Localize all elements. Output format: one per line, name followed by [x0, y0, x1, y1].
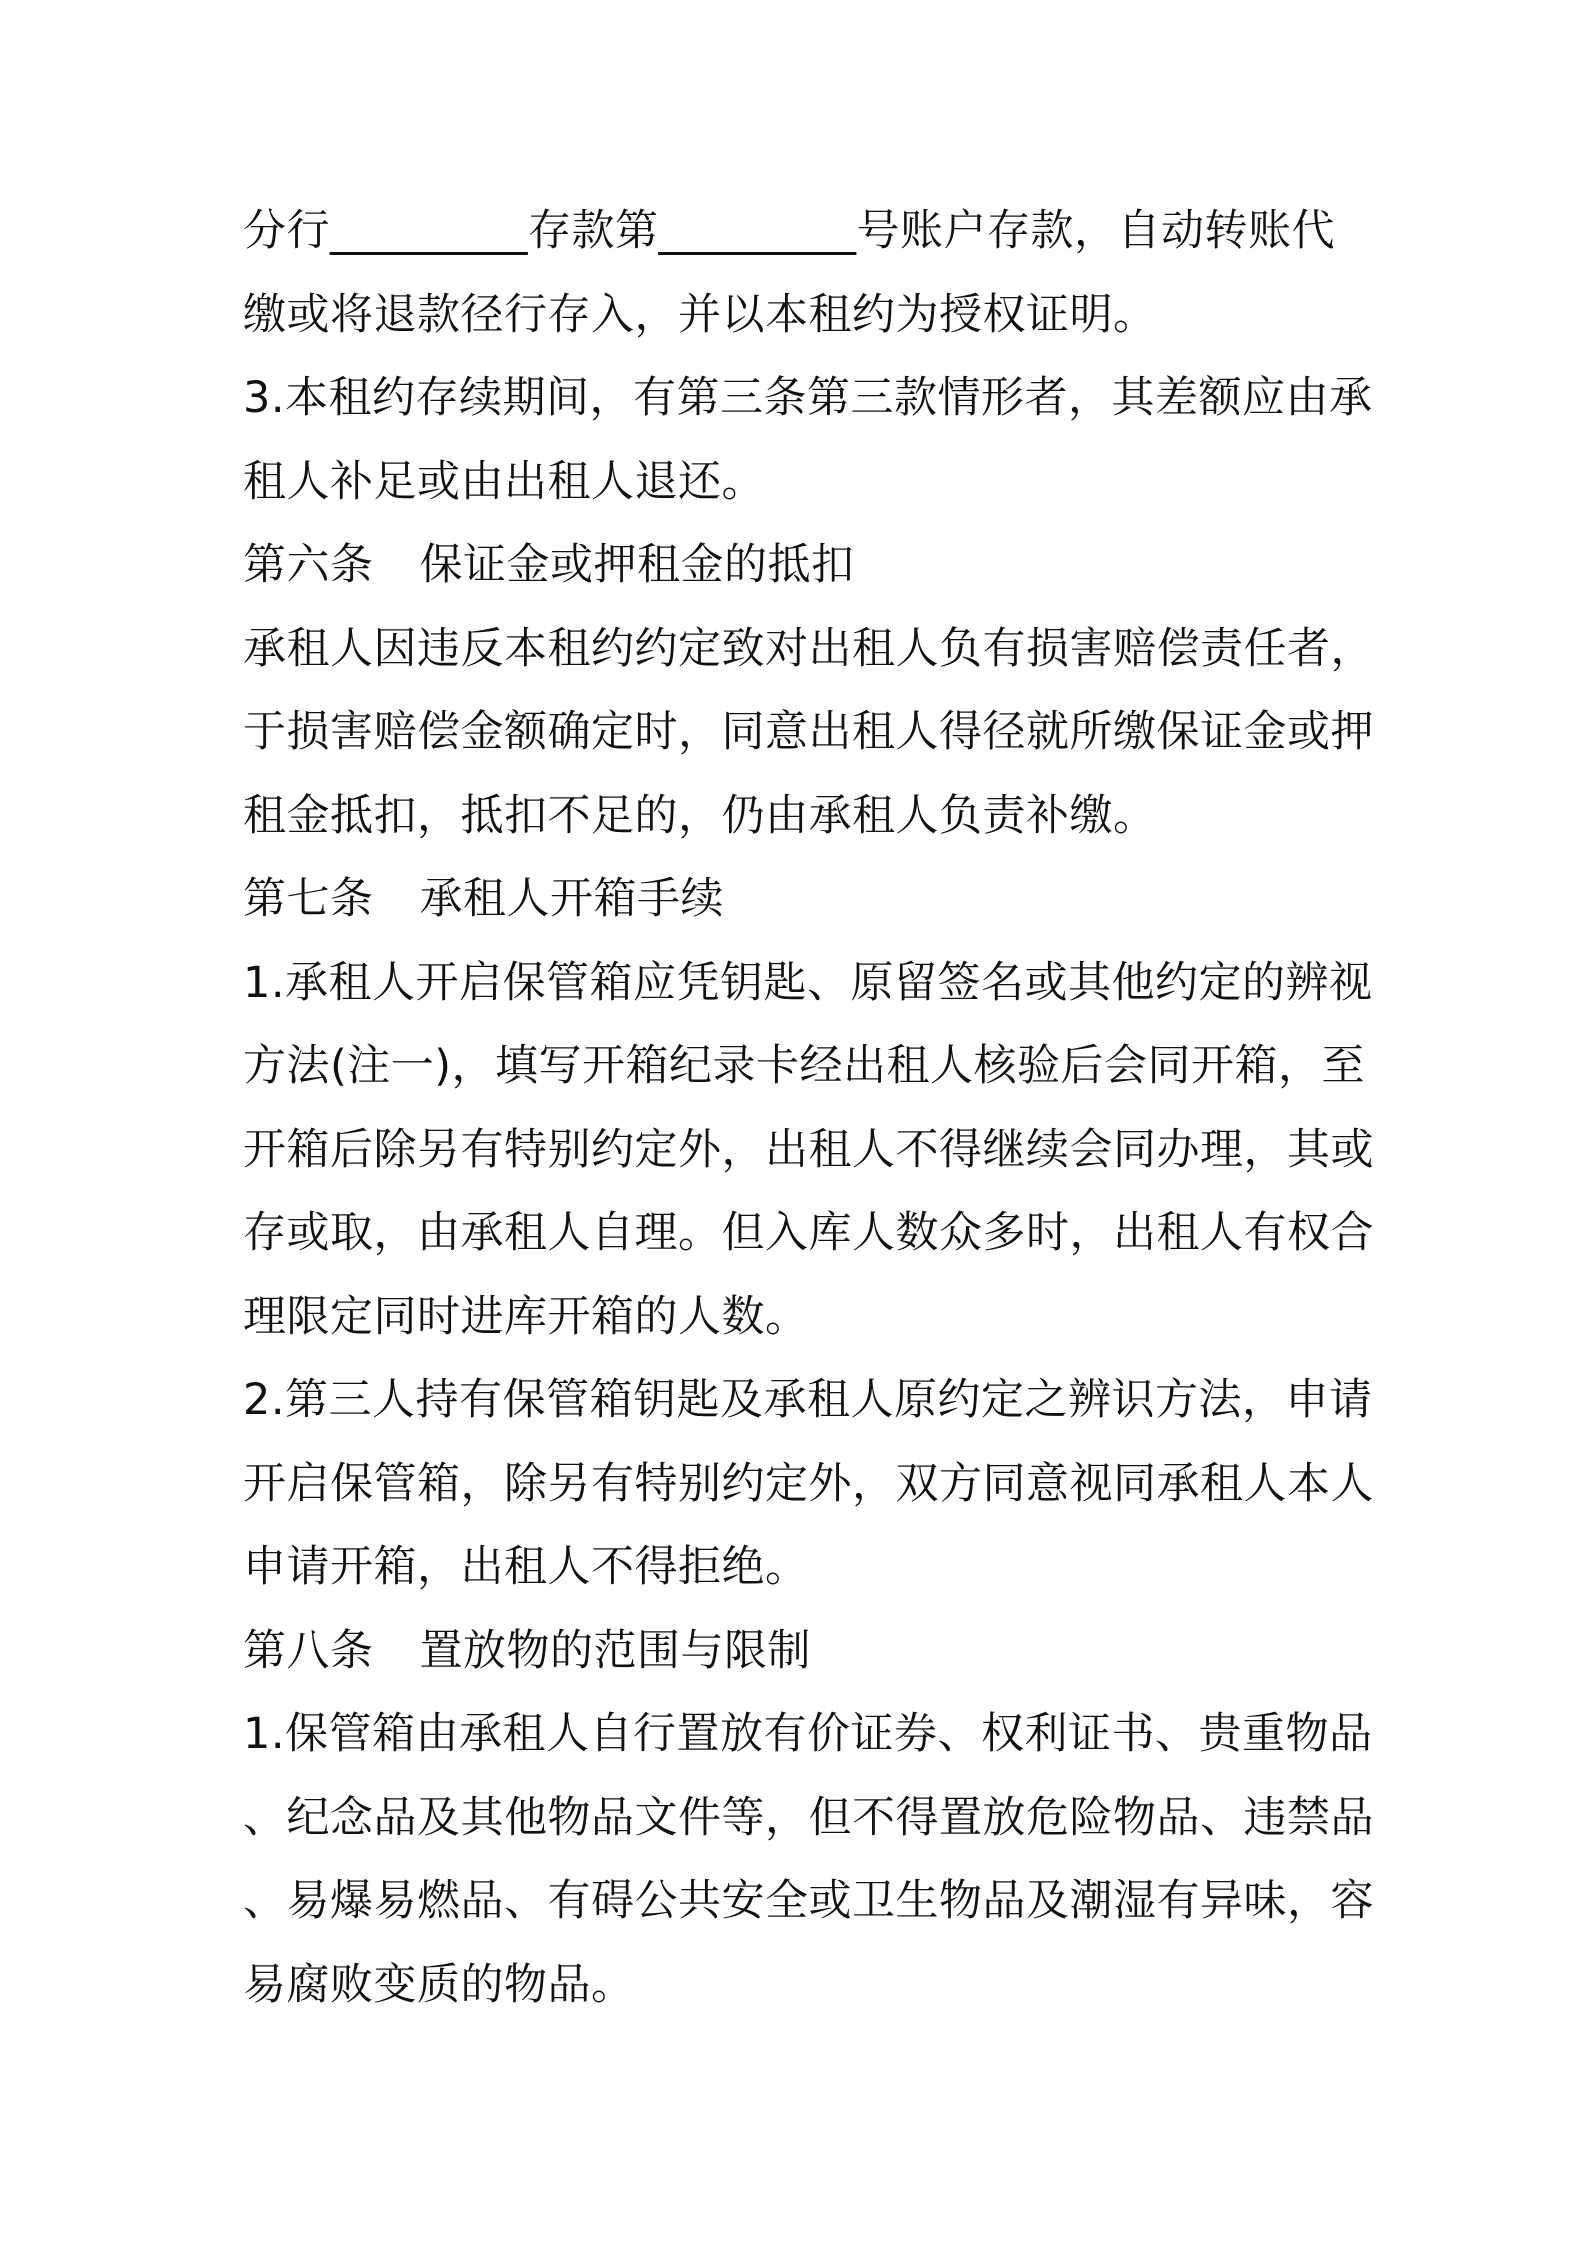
article-number: 第六条 — [243, 540, 374, 590]
article-number: 第八条 — [243, 1625, 374, 1676]
article-heading — [243, 858, 1363, 942]
document-body — [243, 190, 1374, 2027]
text-line: 申请开箱，出租人不得拒绝。 — [243, 1542, 809, 1592]
text-line: 租人补足或由出租人退还。 — [243, 456, 765, 507]
text-line: 缴或将退款径行存入，并以本租约为授权证明。 — [243, 289, 1157, 340]
text-line: 分行_________存款第_________号账户存款，自动转账代 — [243, 206, 1335, 256]
text-line: 租金抵扣，抵扣不足的，仍由承租人负责补缴。 — [243, 790, 1157, 841]
article-title: 置放物的范围与限制 — [419, 1625, 811, 1676]
text-line: 1.承租人开启保管箱应凭钥匙、原留签名或其他约定的辨视 — [243, 957, 1373, 1008]
text-line: 开箱后除另有特别约定外，出租人不得继续会同办理，其或 — [243, 1124, 1374, 1175]
text-line: 承租人因违反本租约约定致对出租人负有损害赔偿责任者， — [243, 623, 1374, 674]
text-line: 理限定同时进库开箱的人数。 — [243, 1291, 809, 1342]
text-line: 易腐败变质的物品。 — [243, 1959, 635, 2010]
article-title: 保证金或押租金的抵扣 — [419, 540, 855, 590]
article-number: 第七条 — [243, 874, 374, 924]
text-line: 、纪念品及其他物品文件等，但不得置放危险物品、违禁品 — [243, 1792, 1374, 1843]
text-line: 存或取，由承租人自理。但入库人数众多时，出租人有权合 — [243, 1208, 1374, 1258]
text-line: 于损害赔偿金额确定时，同意出租人得径就所缴保证金或押 — [243, 707, 1374, 757]
text-line: 2.第三人持有保管箱钥匙及承租人原约定之辨识方法，申请 — [243, 1375, 1373, 1425]
text-line: 开启保管箱，除另有特别约定外，双方同意视同承租人本人 — [243, 1458, 1374, 1509]
article-heading — [243, 1610, 1363, 1694]
text-line: 1.保管箱由承租人自行置放有价证券、权利证书、贵重物品 — [243, 1709, 1373, 1759]
text-line: 方法(注一)，填写开箱纪录卡经出租人核验后会同开箱，至 — [243, 1041, 1366, 1091]
text-line: 、易爆易燃品、有碍公共安全或卫生物品及潮湿有异味，容 — [243, 1876, 1374, 1926]
article-heading — [243, 524, 1363, 608]
article-title: 承租人开箱手续 — [419, 874, 724, 924]
text-line: 3.本租约存续期间，有第三条第三款情形者，其差额应由承 — [243, 373, 1373, 423]
